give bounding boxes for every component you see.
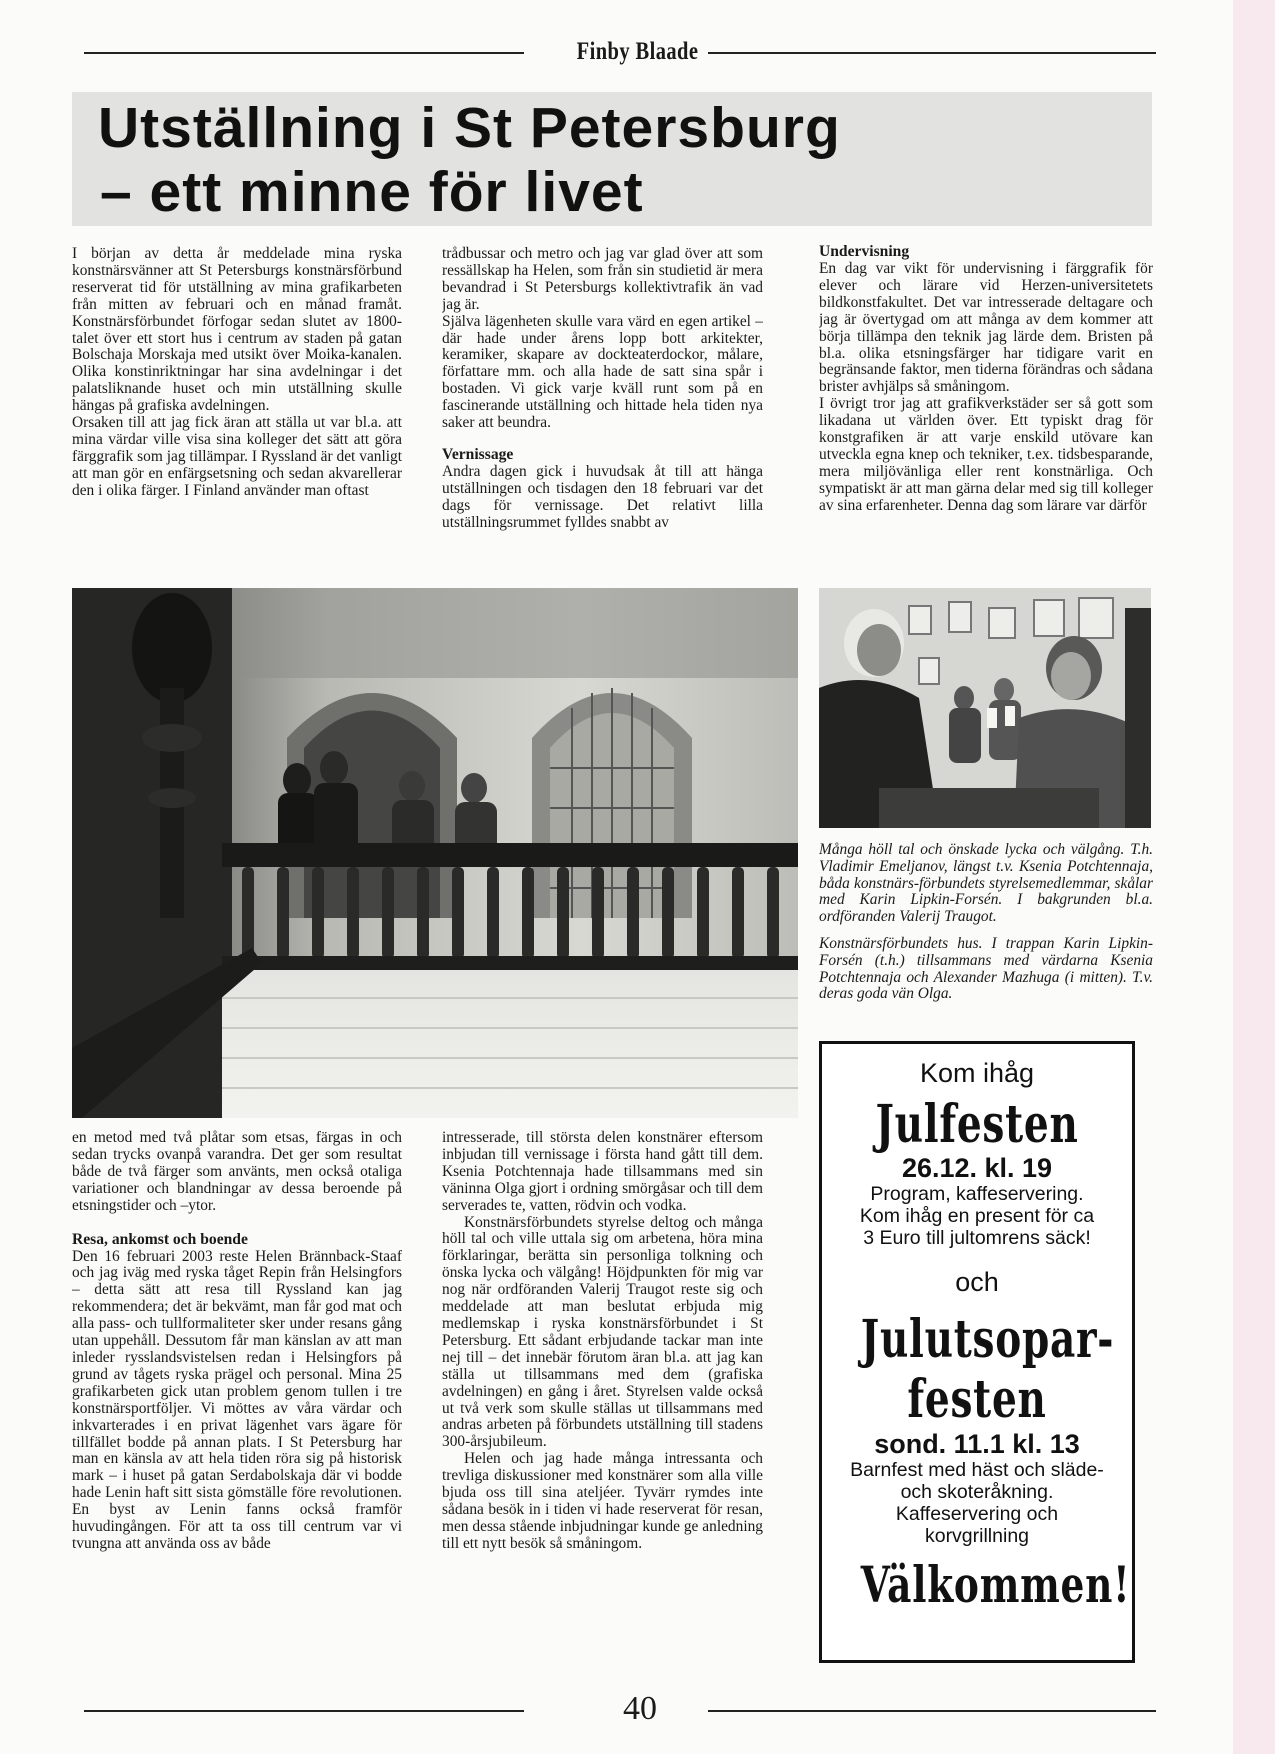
- ad-line: Kom ihåg en present för ca: [859, 1205, 1095, 1227]
- ad-line: Program, kaffeservering.: [870, 1183, 1084, 1205]
- ad-date-2: sond. 11.1 kl. 13: [874, 1429, 1080, 1459]
- paragraph: Den 16 februari 2003 reste Helen Brännback-Staaf och jag iväg med ryska tåget Repin från Helsingfors – detta sätt att resa till Ryssland kan jag rekommendera; det är bekvämt, man får god mat och alla pass- och tullformaliteter sker under resans gång utan uppehåll. Dessutom får man känslan av att man inleder rysslandsvistelsen redan i Helsingfors på grund av tågets ryska prägel och personal. Mina 25 grafikarbeten gick utan problem genom tullen i tre konstnärsportföljer. Vi möttes av våra värdar och inkvarterades i en privat lägenhet vars ägare för tillfället bodde på annan plats. I St Petersburg har man en känsla av att hela tiden röra sig på historisk mark – i huset på gatan Serdabolskaja där vi bodde hade Lenin haft sitt sista gömställe före revolutionen. En byst av Lenin fanns också framför huvudingången. För att ta oss till centrum var vi tvungna att använda oss av både: [72, 1247, 402, 1552]
- julfest-advertisement: [819, 1041, 1135, 1663]
- ad-julfesten: Julfesten: [875, 1094, 1079, 1155]
- ad-line: och skoteråkning.: [900, 1481, 1054, 1503]
- ad-line: Barnfest med häst och släde-: [850, 1459, 1104, 1481]
- footer-rule-right: [708, 1710, 1156, 1712]
- headline: [98, 96, 1148, 224]
- staircase-photo-image: [72, 588, 798, 1118]
- column-2-top: [442, 246, 763, 576]
- paragraph: Andra dagen gick i huvudsak åt till att hänga utställningen och tisdagen den 18 februari var det dags för vernissage. Det relativt lilla utställningsrummet fylldes snabbt av: [442, 462, 763, 531]
- ad-och: och: [955, 1267, 999, 1297]
- ad-line: Kaffeservering och: [895, 1503, 1059, 1525]
- column-3-top: [819, 243, 1153, 578]
- ad-line: 3 Euro till jultomrens säck!: [863, 1227, 1091, 1249]
- paragraph: I början av detta år meddelade mina ryska konstnärsvänner att St Petersburgs konstnärsförbund reserverat tid för utställning av mina grafikarbeten från mitten av februari och en månad framåt. Konstnärsförbundet förfogar sedan slutet av 1800-talet över ett stort hus i centrum av staden på gatan Bolschaja Morskaja med utsikt över Moika-kanalen. Olika konstinriktningar har sina avdelningar i det palatsliknande huset och min utställning skulle hängas på grafiska avdelningen.: [72, 246, 402, 415]
- ad-julutsopar: Julutsopar-: [860, 1309, 1115, 1370]
- reception-photo-image: [819, 588, 1151, 828]
- caption-staircase: Konstnärsförbundets hus. I trappan Karin Lipkin-Forsén (t.h.) tillsammans med värdarna Ksenia Potchtennaja och Alexander Mazhuga (i mitten). T.v. deras goda vän Olga.: [819, 934, 1153, 1003]
- paragraph: I övrigt tror jag att grafikverkstäder ser så gott som likadana ut världen över. Ett typiskt drag för konstgrafiken är att varje enskild utövare kan utveckla egna knep och tekniker, t.ex. tidsbesparande, mera miljövänliga eller rent konstnärliga. Och sympatiskt är att man gärna delar med sig till kolleger av sina erfarenheter. Denna dag som lärare var därför: [819, 395, 1153, 514]
- column-1-top: [72, 246, 402, 576]
- footer-rule-left: [84, 1710, 524, 1712]
- ad-valkommen: Välkommen!: [860, 1555, 1131, 1614]
- section-heading-vernissage: Vernissage: [442, 445, 514, 463]
- paragraph: Helen och jag hade många intressanta och trevliga diskussioner med konstnärer som alla ville bjuda oss till sina ateljéer. Tyvärr rymdes inte sådana besök in i tiden vi hade reserverat för resan, men dessa stående inbjudningar kunde ge anledning till ett nytt besök så småningom.: [442, 1450, 763, 1552]
- ad-festen: festen: [907, 1369, 1047, 1430]
- section-heading-resa: Resa, ankomst och boende: [72, 1230, 248, 1248]
- paragraph: intresserade, till största delen konstnärer eftersom inbjudan till vernissage i första hand gått till dem. Ksenia Potchtennaja hade tillsammans med sin väninna Olga gjort i ordning smörgåsar och till dem serverades te, vatten, rödvin och vodka.: [442, 1130, 763, 1214]
- paragraph: Orsaken till att jag fick äran att ställa ut var bl.a. att mina värdar ville visa sina kolleger det sätt att göra färggrafik som jag tillämpar. I Ryssland är det vanligt att man gör en enfärgsetsning och sedan akvarellerar den i olika färger. I Finland använder man oftast: [72, 414, 402, 499]
- paragraph: En dag var vikt för undervisning i färggrafik för elever och lärare vid Herzen-universitetets bildkonstfakultet. Det var intresserade deltagare och jag är övertygad om att många av dem kommer att börja tillämpa den teknik jag lärde dem. Bristen på bl.a. olika etsningsfärger har tidigare varit en begränsande faktor, men tiderna förändras och sådana brister avhjälps så småningom.: [819, 260, 1153, 396]
- page-edge: [1233, 0, 1275, 1754]
- paragraph: trådbussar och metro och jag var glad över att som ressällskap ha Helen, som från sin studietid är mera bevandrad i St Petersburgs kollektivtrafik än vad jag är.: [442, 246, 763, 313]
- ad-kom-ihag: Kom ihåg: [919, 1058, 1035, 1088]
- ad-line: korvgrillning: [924, 1525, 1030, 1547]
- column-2-bottom: [442, 1130, 763, 1665]
- caption-reception: Många höll tal och önskade lycka och välgång. T.h. Vladimir Emeljanov, längst t.v. Ksenia Potchtennaja, båda konstnärs-förbundets styrelsemedlemmar, skålar med Karin Lipkin-Forsén. I bakgrunden bl.a. ordföranden Valerij Traugot.: [819, 841, 1153, 926]
- headline-line-2: – ett minne för livet: [100, 160, 644, 224]
- paragraph: Konstnärsförbundets styrelse deltog och många höll tal och ville uttala sig om arbetena, höra mina förklaringar, berätta sin personliga tolkning och önska lycka och välgång! Höjdpunkten för mig var nog när ordföranden Valerij Traugot reste sig och meddelade att man beslutat erbjuda mig medlemskap i ryska konstnärsförbundet i St Petersburg. Ett sådant erbjudande tackar man inte nej till – det innebär förutom äran bl.a. att jag kan ställa ut tillsammans med dem (grafiska avdelningen) en gång i året. Styrelsen valde också ut två verk som skulle ställas ut tillsammans med andras arbeten på förbundets utställning till stadens 300-årsjubileum.: [442, 1213, 763, 1451]
- staircase-photo: [72, 588, 798, 1118]
- column-1-bottom: [72, 1130, 402, 1665]
- page-number: 40: [623, 1690, 657, 1727]
- paragraph: Själva lägenheten skulle vara värd en egen artikel – där hade under årens lopp bott arkitekter, keramiker, skapare av dockteaterdockor, målare, författare mm. och alla hade de satt sina spår i bostaden. Vi gick varje kväll runt som på en fascinerande utställning och hittade hela tiden nya saker att beundra.: [442, 312, 763, 432]
- paragraph: en metod med två plåtar som etsas, färgas in och sedan trycks ovanpå varandra. Det ger som resultat både de två färger som använts, men också otaliga variationer och blandningar av dessa beroende på etsningstider och –ytor.: [72, 1130, 402, 1214]
- masthead: Finby Blaade: [576, 38, 699, 65]
- headline-line-1: Utställning i St Petersburg: [98, 96, 841, 160]
- ad-date-1: 26.12. kl. 19: [901, 1153, 1053, 1183]
- header-rule-left: [84, 52, 524, 54]
- reception-photo: [819, 588, 1151, 828]
- photo-captions: [819, 842, 1153, 1013]
- header-rule-right: [708, 52, 1156, 54]
- section-heading-undervisning: Undervisning: [819, 243, 910, 260]
